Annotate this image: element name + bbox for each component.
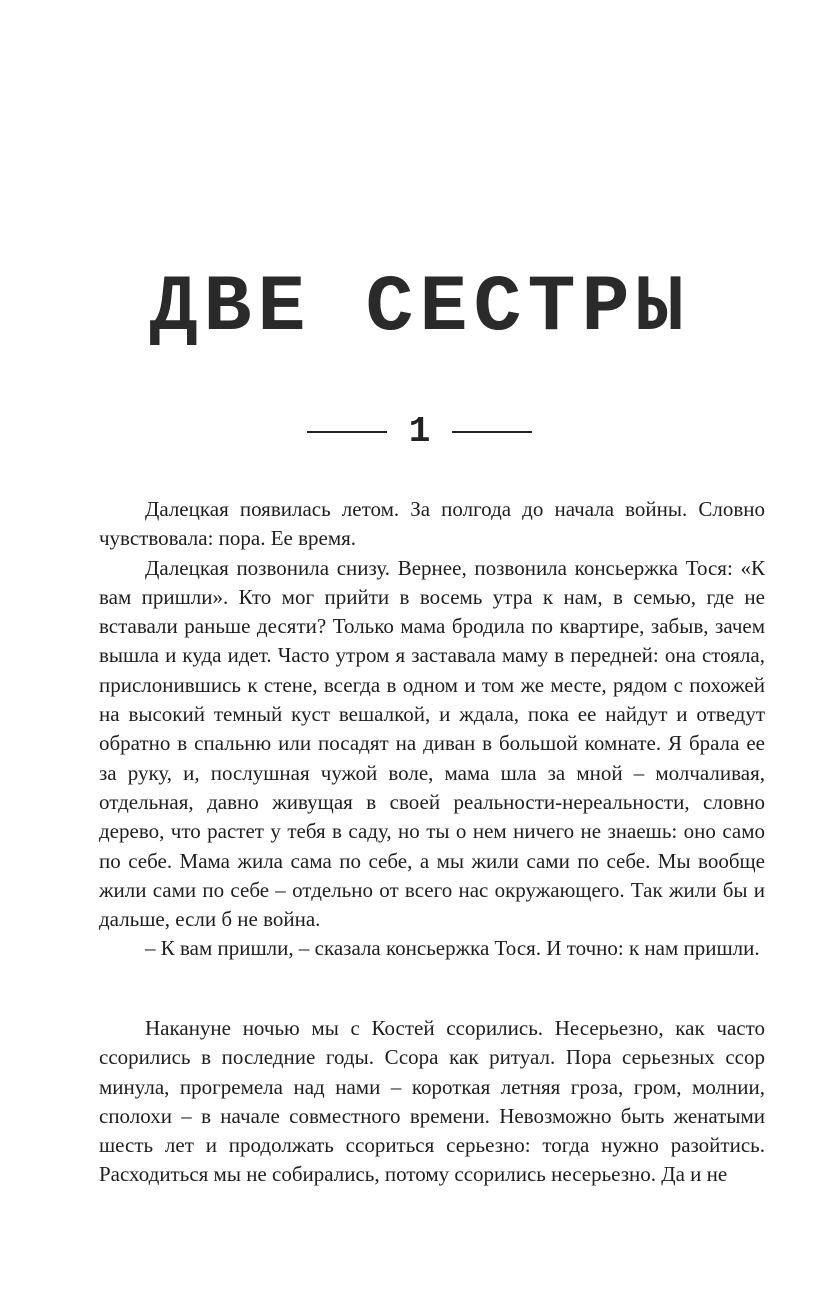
paragraph-3: – К вам пришли, – сказала консьержка Тося. И точно: к нам пришли. [145, 936, 760, 961]
paragraph-4: Накануне ночью мы с Костей ссорились. Несерьезно, как часто ссорились в последние годы. Ссора как ритуал. Пора серьезных ссор минула, прогремела над нами – короткая летняя гроза, гром, молнии, сполохи – в начале совместного времени. Невозможно быть женатыми шесть лет и продолжать ссориться серьезно: тогда нужно разойтись. Расходиться мы не собирались, потому ссорились несерьезно. Да и не [99, 1016, 765, 1187]
text-block-2 [99, 1014, 765, 1190]
right-rule [452, 431, 532, 433]
section-number: 1 [408, 411, 431, 452]
paragraph-1: Далецкая появилась летом. За полгода до начала войны. Словно чувствовала: пора. Ее время. [99, 497, 765, 551]
left-rule [307, 431, 387, 433]
text-block-1 [99, 495, 765, 964]
paragraph-2: Далецкая позвонила снизу. Вернее, позвонила консьержка Тося: «К вам пришли». Кто мог прийти в восемь утра к нам, в семью, где не вставали раньше десяти? Только мама бродила по квартире, забыв, зачем вышла и куда идет. Часто утром я заставала маму в передней: она стояла, прислонившись к стене, всегда в одном и том же месте, рядом с похожей на высокий темный куст вешалкой, и ждала, пока ее найдут и отведут обратно в спальню или посадят на диван в большой комнате. Я брала ее за руку, и, послушная чужой воле, мама шла за мной – молчаливая, отдельная, давно живущая в своей реальности-нереальности, словно дерево, что растет у тебя в саду, но ты о нем ничего не знаешь: оно само по себе. Мама жила сама по себе, а мы жили сами по себе. Мы вообще жили сами по себе – отдельно от всего нас окружающего. Так жили бы и дальше, если б не война. [99, 555, 765, 932]
section-marker [0, 412, 839, 452]
chapter-title: ДВЕ СЕСТРЫ [149, 262, 690, 354]
